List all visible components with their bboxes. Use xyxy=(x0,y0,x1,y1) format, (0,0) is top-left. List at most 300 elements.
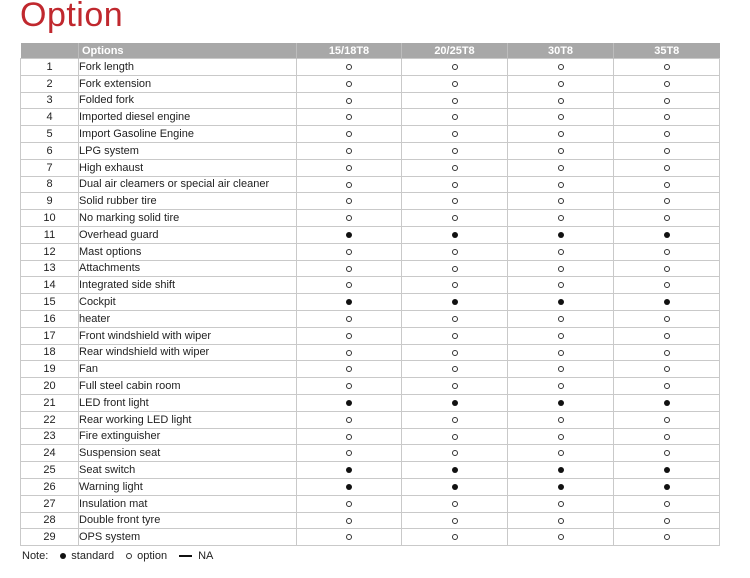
availability-cell xyxy=(297,495,402,512)
hollow-circle-icon xyxy=(558,114,564,120)
hollow-circle-icon xyxy=(664,316,670,322)
hollow-circle-icon xyxy=(452,333,458,339)
hollow-circle-icon xyxy=(452,518,458,524)
option-name: LED front light xyxy=(79,394,297,411)
availability-cell xyxy=(614,92,720,109)
table-row xyxy=(21,411,720,428)
hollow-circle-icon xyxy=(346,316,352,322)
header-model-15-18t8: 15/18T8 xyxy=(297,43,402,59)
availability-cell xyxy=(614,378,720,395)
table-row xyxy=(21,59,720,76)
hollow-circle-icon xyxy=(452,148,458,154)
availability-cell xyxy=(508,478,614,495)
row-number: 4 xyxy=(21,109,79,126)
row-number: 26 xyxy=(21,478,79,495)
hollow-circle-icon xyxy=(558,450,564,456)
availability-cell xyxy=(508,142,614,159)
hollow-circle-icon xyxy=(346,501,352,507)
availability-cell xyxy=(508,529,614,546)
availability-cell xyxy=(297,75,402,92)
hollow-circle-icon xyxy=(558,501,564,507)
availability-cell xyxy=(614,210,720,227)
row-number: 8 xyxy=(21,176,79,193)
hollow-circle-icon xyxy=(558,316,564,322)
hollow-circle-icon xyxy=(452,81,458,87)
availability-cell xyxy=(297,512,402,529)
availability-cell xyxy=(297,277,402,294)
option-name: Cockpit xyxy=(79,294,297,311)
availability-cell xyxy=(614,344,720,361)
header-model-20-25t8: 20/25T8 xyxy=(402,43,508,59)
availability-cell xyxy=(614,75,720,92)
availability-cell xyxy=(508,428,614,445)
hollow-circle-icon xyxy=(664,434,670,440)
availability-cell xyxy=(402,445,508,462)
hollow-circle-icon xyxy=(346,518,352,524)
table-row xyxy=(21,75,720,92)
hollow-circle-icon xyxy=(346,198,352,204)
hollow-circle-icon xyxy=(346,249,352,255)
filled-dot-icon xyxy=(558,467,564,473)
availability-cell xyxy=(402,243,508,260)
row-number: 5 xyxy=(21,126,79,143)
availability-cell xyxy=(297,92,402,109)
availability-cell xyxy=(508,344,614,361)
hollow-circle-icon xyxy=(346,165,352,171)
availability-cell xyxy=(508,59,614,76)
table-row xyxy=(21,344,720,361)
availability-cell xyxy=(402,327,508,344)
availability-cell xyxy=(614,277,720,294)
row-number: 19 xyxy=(21,361,79,378)
availability-cell xyxy=(508,378,614,395)
table-body xyxy=(21,59,720,546)
row-number: 17 xyxy=(21,327,79,344)
hollow-circle-icon xyxy=(664,182,670,188)
availability-cell xyxy=(614,310,720,327)
availability-cell xyxy=(402,294,508,311)
hollow-circle-icon xyxy=(452,350,458,356)
availability-cell xyxy=(297,193,402,210)
row-number: 24 xyxy=(21,445,79,462)
row-number: 3 xyxy=(21,92,79,109)
table-row xyxy=(21,394,720,411)
filled-dot-icon xyxy=(346,299,352,305)
hollow-circle-icon xyxy=(346,215,352,221)
hollow-circle-icon xyxy=(664,450,670,456)
hollow-circle-icon xyxy=(664,165,670,171)
legend-option-text: option xyxy=(137,550,168,562)
availability-cell xyxy=(297,142,402,159)
hollow-circle-icon xyxy=(452,182,458,188)
hollow-circle-icon xyxy=(452,450,458,456)
availability-cell xyxy=(402,193,508,210)
filled-dot-icon xyxy=(346,467,352,473)
availability-cell xyxy=(614,529,720,546)
availability-cell xyxy=(614,495,720,512)
availability-cell xyxy=(297,529,402,546)
availability-cell xyxy=(614,294,720,311)
option-name: Overhead guard xyxy=(79,226,297,243)
row-number: 12 xyxy=(21,243,79,260)
table-row xyxy=(21,159,720,176)
availability-cell xyxy=(508,445,614,462)
table-row xyxy=(21,260,720,277)
hollow-circle-icon xyxy=(558,383,564,389)
hollow-circle-icon xyxy=(664,198,670,204)
option-name: Folded fork xyxy=(79,92,297,109)
option-name: Attachments xyxy=(79,260,297,277)
hollow-circle-icon xyxy=(346,350,352,356)
hollow-circle-icon xyxy=(346,450,352,456)
hollow-circle-icon xyxy=(664,64,670,70)
availability-cell xyxy=(402,109,508,126)
option-name: Insulation mat xyxy=(79,495,297,512)
option-name: Solid rubber tire xyxy=(79,193,297,210)
filled-dot-icon xyxy=(346,484,352,490)
hollow-circle-icon xyxy=(664,215,670,221)
availability-cell xyxy=(508,193,614,210)
hollow-circle-icon xyxy=(452,165,458,171)
table-row xyxy=(21,495,720,512)
hollow-circle-icon xyxy=(664,282,670,288)
hollow-circle-icon xyxy=(558,148,564,154)
hollow-circle-icon xyxy=(558,266,564,272)
availability-cell xyxy=(297,243,402,260)
hollow-circle-icon xyxy=(346,98,352,104)
row-number: 22 xyxy=(21,411,79,428)
option-name: Full steel cabin room xyxy=(79,378,297,395)
filled-dot-icon xyxy=(558,299,564,305)
hollow-circle-icon xyxy=(346,333,352,339)
option-name: LPG system xyxy=(79,142,297,159)
dash-icon xyxy=(179,555,192,557)
table-row xyxy=(21,478,720,495)
availability-cell xyxy=(508,294,614,311)
availability-cell xyxy=(402,310,508,327)
row-number: 27 xyxy=(21,495,79,512)
hollow-circle-icon xyxy=(452,534,458,540)
row-number: 7 xyxy=(21,159,79,176)
table-row xyxy=(21,92,720,109)
legend-na-text: NA xyxy=(198,550,214,562)
option-name: Import Gasoline Engine xyxy=(79,126,297,143)
availability-cell xyxy=(508,159,614,176)
filled-dot-icon xyxy=(664,484,670,490)
row-number: 14 xyxy=(21,277,79,294)
table-row xyxy=(21,109,720,126)
hollow-circle-icon xyxy=(346,383,352,389)
availability-cell xyxy=(614,176,720,193)
row-number: 23 xyxy=(21,428,79,445)
row-number: 20 xyxy=(21,378,79,395)
hollow-circle-icon xyxy=(346,282,352,288)
availability-cell xyxy=(402,75,508,92)
availability-cell xyxy=(508,411,614,428)
filled-dot-icon xyxy=(346,400,352,406)
filled-dot-icon xyxy=(60,553,66,559)
availability-cell xyxy=(297,226,402,243)
hollow-circle-icon xyxy=(664,534,670,540)
hollow-circle-icon xyxy=(664,366,670,372)
hollow-circle-icon xyxy=(664,98,670,104)
legend-note xyxy=(22,550,225,562)
option-name: OPS system xyxy=(79,529,297,546)
hollow-circle-icon xyxy=(452,98,458,104)
availability-cell xyxy=(614,260,720,277)
availability-cell xyxy=(402,428,508,445)
availability-cell xyxy=(508,126,614,143)
header-model-30t8: 30T8 xyxy=(508,43,614,59)
hollow-circle-icon xyxy=(346,366,352,372)
hollow-circle-icon xyxy=(664,266,670,272)
hollow-circle-icon xyxy=(452,249,458,255)
option-name: No marking solid tire xyxy=(79,210,297,227)
option-name: Dual air cleamers or special air cleaner xyxy=(79,176,297,193)
option-name: Suspension seat xyxy=(79,445,297,462)
availability-cell xyxy=(614,142,720,159)
availability-cell xyxy=(614,445,720,462)
filled-dot-icon xyxy=(664,299,670,305)
availability-cell xyxy=(614,512,720,529)
availability-cell xyxy=(402,159,508,176)
hollow-circle-icon xyxy=(452,215,458,221)
option-name: Front windshield with wiper xyxy=(79,327,297,344)
hollow-circle-icon xyxy=(664,333,670,339)
legend-option xyxy=(126,550,167,562)
hollow-circle-icon xyxy=(558,534,564,540)
row-number: 1 xyxy=(21,59,79,76)
hollow-circle-icon xyxy=(664,114,670,120)
option-name: Fan xyxy=(79,361,297,378)
availability-cell xyxy=(508,243,614,260)
table-row xyxy=(21,445,720,462)
table-row xyxy=(21,378,720,395)
availability-cell xyxy=(508,226,614,243)
availability-cell xyxy=(508,260,614,277)
availability-cell xyxy=(614,361,720,378)
hollow-circle-icon xyxy=(452,383,458,389)
availability-cell xyxy=(402,126,508,143)
hollow-circle-icon xyxy=(664,249,670,255)
legend-standard xyxy=(60,550,114,562)
hollow-circle-icon xyxy=(558,333,564,339)
availability-cell xyxy=(297,59,402,76)
options-table xyxy=(20,43,720,546)
hollow-circle-icon xyxy=(664,350,670,356)
availability-cell xyxy=(402,361,508,378)
availability-cell xyxy=(614,478,720,495)
availability-cell xyxy=(508,361,614,378)
availability-cell xyxy=(614,327,720,344)
hollow-circle-icon xyxy=(452,366,458,372)
availability-cell xyxy=(614,126,720,143)
table-row xyxy=(21,243,720,260)
table-row xyxy=(21,193,720,210)
availability-cell xyxy=(402,92,508,109)
availability-cell xyxy=(614,226,720,243)
availability-cell xyxy=(297,445,402,462)
table-row xyxy=(21,361,720,378)
row-number: 28 xyxy=(21,512,79,529)
option-name: Warning light xyxy=(79,478,297,495)
filled-dot-icon xyxy=(664,232,670,238)
table-header-row xyxy=(21,43,720,59)
availability-cell xyxy=(614,411,720,428)
availability-cell xyxy=(402,59,508,76)
filled-dot-icon xyxy=(346,232,352,238)
row-number: 15 xyxy=(21,294,79,311)
hollow-circle-icon xyxy=(452,198,458,204)
availability-cell xyxy=(402,210,508,227)
availability-cell xyxy=(297,428,402,445)
availability-cell xyxy=(402,142,508,159)
row-number: 10 xyxy=(21,210,79,227)
filled-dot-icon xyxy=(664,467,670,473)
availability-cell xyxy=(508,512,614,529)
filled-dot-icon xyxy=(452,484,458,490)
availability-cell xyxy=(508,310,614,327)
row-number: 13 xyxy=(21,260,79,277)
availability-cell xyxy=(508,109,614,126)
row-number: 11 xyxy=(21,226,79,243)
filled-dot-icon xyxy=(452,299,458,305)
table-row xyxy=(21,310,720,327)
hollow-circle-icon xyxy=(452,131,458,137)
availability-cell xyxy=(614,428,720,445)
hollow-circle-icon xyxy=(558,366,564,372)
hollow-circle-icon xyxy=(558,81,564,87)
row-number: 16 xyxy=(21,310,79,327)
hollow-circle-icon xyxy=(664,148,670,154)
table-row xyxy=(21,210,720,227)
hollow-circle-icon xyxy=(346,417,352,423)
hollow-circle-icon xyxy=(558,182,564,188)
filled-dot-icon xyxy=(664,400,670,406)
availability-cell xyxy=(508,210,614,227)
filled-dot-icon xyxy=(452,400,458,406)
availability-cell xyxy=(402,176,508,193)
hollow-circle-icon xyxy=(452,64,458,70)
availability-cell xyxy=(508,75,614,92)
row-number: 29 xyxy=(21,529,79,546)
availability-cell xyxy=(402,394,508,411)
option-name: heater xyxy=(79,310,297,327)
hollow-circle-icon xyxy=(664,383,670,389)
hollow-circle-icon xyxy=(664,518,670,524)
availability-cell xyxy=(297,109,402,126)
table-row xyxy=(21,512,720,529)
availability-cell xyxy=(508,277,614,294)
hollow-circle-icon xyxy=(558,350,564,356)
row-number: 9 xyxy=(21,193,79,210)
row-number: 25 xyxy=(21,462,79,479)
option-name: High exhaust xyxy=(79,159,297,176)
hollow-circle-icon xyxy=(346,266,352,272)
hollow-circle-icon xyxy=(558,165,564,171)
availability-cell xyxy=(297,344,402,361)
page-title: Option xyxy=(20,0,124,34)
hollow-circle-icon xyxy=(664,501,670,507)
availability-cell xyxy=(614,109,720,126)
availability-cell xyxy=(297,260,402,277)
hollow-circle-icon xyxy=(558,215,564,221)
table-row xyxy=(21,277,720,294)
header-number xyxy=(21,43,79,59)
hollow-circle-icon xyxy=(558,131,564,137)
availability-cell xyxy=(297,210,402,227)
table-row xyxy=(21,428,720,445)
table-row xyxy=(21,176,720,193)
hollow-circle-icon xyxy=(558,98,564,104)
table-row xyxy=(21,462,720,479)
filled-dot-icon xyxy=(558,400,564,406)
hollow-circle-icon xyxy=(346,534,352,540)
table-row xyxy=(21,327,720,344)
availability-cell xyxy=(402,260,508,277)
row-number: 21 xyxy=(21,394,79,411)
hollow-circle-icon xyxy=(452,501,458,507)
hollow-circle-icon xyxy=(452,114,458,120)
availability-cell xyxy=(508,176,614,193)
hollow-circle-icon xyxy=(558,249,564,255)
availability-cell xyxy=(402,277,508,294)
option-name: Double front tyre xyxy=(79,512,297,529)
option-name: Rear windshield with wiper xyxy=(79,344,297,361)
hollow-circle-icon xyxy=(558,417,564,423)
availability-cell xyxy=(614,59,720,76)
hollow-circle-icon xyxy=(664,417,670,423)
option-name: Mast options xyxy=(79,243,297,260)
availability-cell xyxy=(297,478,402,495)
hollow-circle-icon xyxy=(346,182,352,188)
availability-cell xyxy=(297,310,402,327)
hollow-circle-icon xyxy=(346,434,352,440)
availability-cell xyxy=(508,462,614,479)
availability-cell xyxy=(508,495,614,512)
availability-cell xyxy=(402,344,508,361)
option-name: Rear working LED light xyxy=(79,411,297,428)
availability-cell xyxy=(297,126,402,143)
hollow-circle-icon xyxy=(346,131,352,137)
hollow-circle-icon xyxy=(452,266,458,272)
hollow-circle-icon xyxy=(452,417,458,423)
row-number: 2 xyxy=(21,75,79,92)
filled-dot-icon xyxy=(558,484,564,490)
hollow-circle-icon xyxy=(558,64,564,70)
hollow-circle-icon xyxy=(346,64,352,70)
hollow-circle-icon xyxy=(452,434,458,440)
hollow-circle-icon xyxy=(558,198,564,204)
availability-cell xyxy=(297,327,402,344)
availability-cell xyxy=(614,193,720,210)
availability-cell xyxy=(297,411,402,428)
table-row xyxy=(21,142,720,159)
availability-cell xyxy=(297,159,402,176)
legend-na xyxy=(179,550,213,562)
option-name: Fire extinguisher xyxy=(79,428,297,445)
note-label: Note: xyxy=(22,550,49,562)
hollow-circle-icon xyxy=(664,81,670,87)
hollow-circle-icon xyxy=(346,148,352,154)
filled-dot-icon xyxy=(452,467,458,473)
availability-cell xyxy=(402,462,508,479)
option-name: Fork extension xyxy=(79,75,297,92)
availability-cell xyxy=(508,92,614,109)
availability-cell xyxy=(508,327,614,344)
row-number: 18 xyxy=(21,344,79,361)
hollow-circle-icon xyxy=(346,114,352,120)
